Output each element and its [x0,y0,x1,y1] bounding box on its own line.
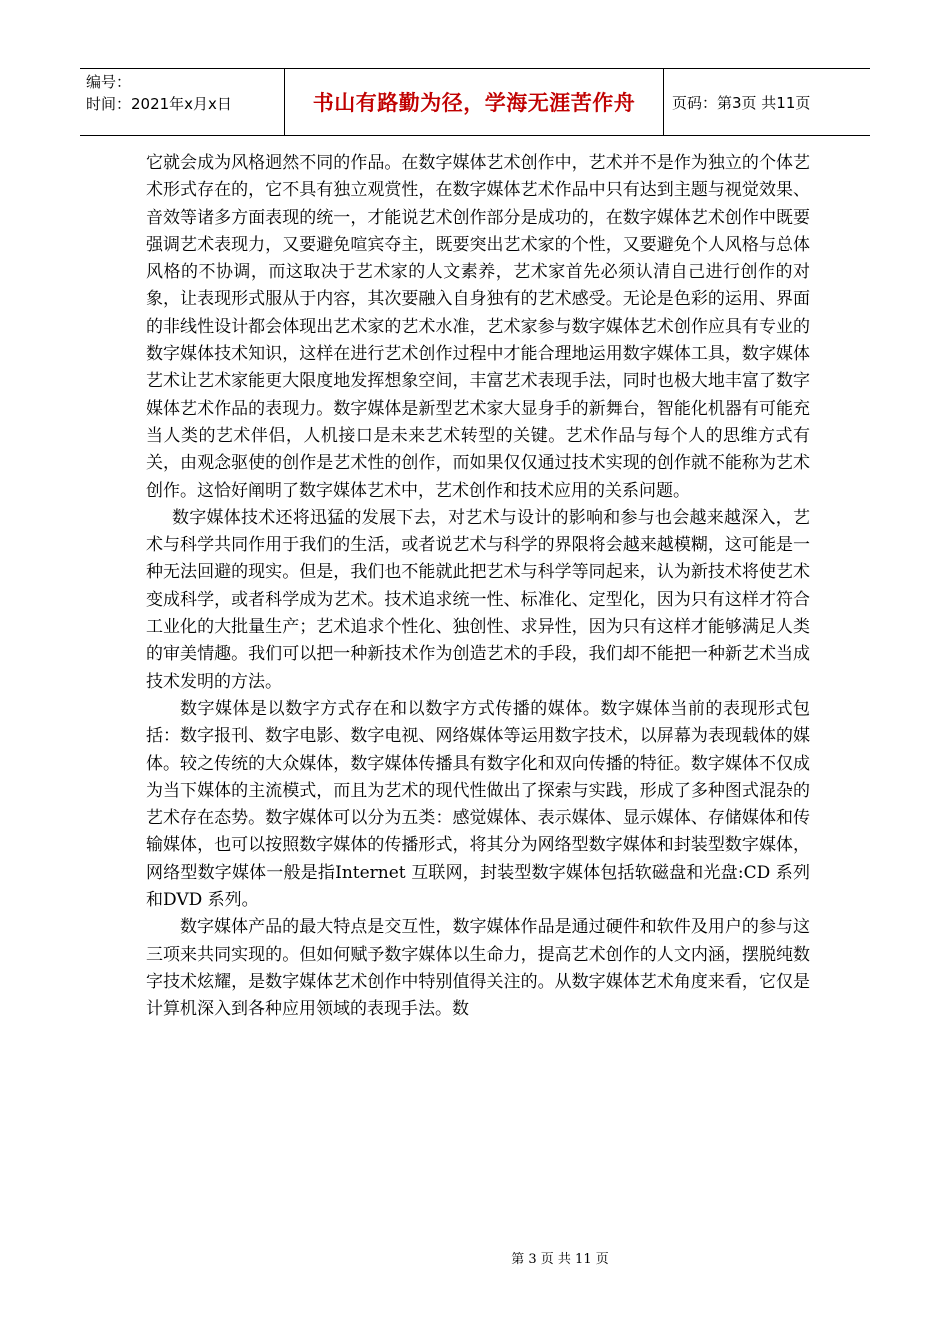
document-header [80,68,870,136]
footer-page-number: 第 3 页 共 11 页 [511,1252,609,1267]
body-paragraph: 数字媒体产品的最大特点是交互性，数字媒体作品是通过硬件和软件及用户的参与这三项来共同实现的。但如何赋予数字媒体以生命力，提高艺术创作的人文内涵，摆脱纯数字技术炫耀，是数字媒体艺术创作中特别值得关注的。从数字媒体艺术角度来看，它仅是计算机深入到各种应用领域的表现手法。数 [146,917,810,1020]
body-paragraph: 数字媒体技术还将迅猛的发展下去，对艺术与设计的影响和参与也会越来越深入，艺术与科学共同作用于我们的生活，或者说艺术与科学的界限将会越来越模糊，这可能是一种无法回避的现实。但是，我们也不能就此把艺术与科学等同起来，认为新技术将使艺术变成科学，或者科学成为艺术。技术追求统一性、标准化、定型化，因为只有这样才符合工业化的大批量生产；艺术追求个性化、独创性、求异性，因为只有这样才能够满足人类的审美情趣。我们可以把一种新技术作为创造艺术的手段，我们却不能把一种新艺术当成技术发明的方法。 [146,507,810,692]
header-motto-cell [285,69,664,135]
body-paragraph: 数字媒体是以数字方式存在和以数字方式传播的媒体。数字媒体当前的表现形式包括：数字报刊、数字电影、数字电视、网络媒体等运用数字技术，以屏幕为表现载体的媒体。较之传统的大众媒体，数字媒体传播具有数字化和双向传播的特征。数字媒体不仅成为当下媒体的主流模式，而且为艺术的现代性做出了探索与实践，形成了多种图式混杂的艺术存在态势。数字媒体可以分为五类：感觉媒体、表示媒体、显示媒体、存储媒体和传输媒体，也可以按照数字媒体的传播形式，将其分为网络型数字媒体和封装型数字媒体，网络型数字媒体一般是指Internet 互联网，封装型数字媒体包括软磁盘和光盘:CD 系列和DVD 系列。 [146,698,810,911]
header-page-cell [664,69,870,135]
header-motto: 书山有路勤为径，学海无涯苦作舟 [312,91,636,115]
document-body [146,150,810,1024]
header-page-label: 页码：第3页 共11页 [672,93,811,112]
header-meta [80,69,285,135]
document-time-label: 时间：2021年x月x日 [86,95,232,113]
document-number-label: 编号： [86,73,132,91]
page-footer [0,1248,950,1267]
body-paragraph: 它就会成为风格迥然不同的作品。在数字媒体艺术创作中，艺术并不是作为独立的个体艺术形式存在的，它不具有独立观赏性，在数字媒体艺术作品中只有达到主题与视觉效果、音效等诸多方面表现的统一，才能说艺术创作部分是成功的，在数字媒体艺术创作中既要强调艺术表现力，又要避免喧宾夺主，既要突出艺术家的个性，又要避免个人风格与总体风格的不协调，而这取决于艺术家的人文素养，艺术家首先必须认清自己进行创作的对象，让表现形式服从于内容，其次要融入自身独有的艺术感受。无论是色彩的运用、界面的非线性设计都会体现出艺术家的艺术水准，艺术家参与数字媒体艺术创作应具有专业的数字媒体技术知识，这样在进行艺术创作过程中才能合理地运用数字媒体工具，数字媒体艺术让艺术家能更大限度地发挥想象空间，丰富艺术表现手法，同时也极大地丰富了数字媒体艺术作品的表现力。数字媒体是新型艺术家大显身手的新舞台，智能化机器有可能充当人类的艺术伴侣，人机接口是未来艺术转型的关键。艺术作品与每个人的思维方式有关，由观念驱使的创作是艺术性的创作，而如果仅仅通过技术实现的创作就不能称为艺术创作。这恰好阐明了数字媒体艺术中，艺术创作和技术应用的关系问题。 [146,153,810,501]
